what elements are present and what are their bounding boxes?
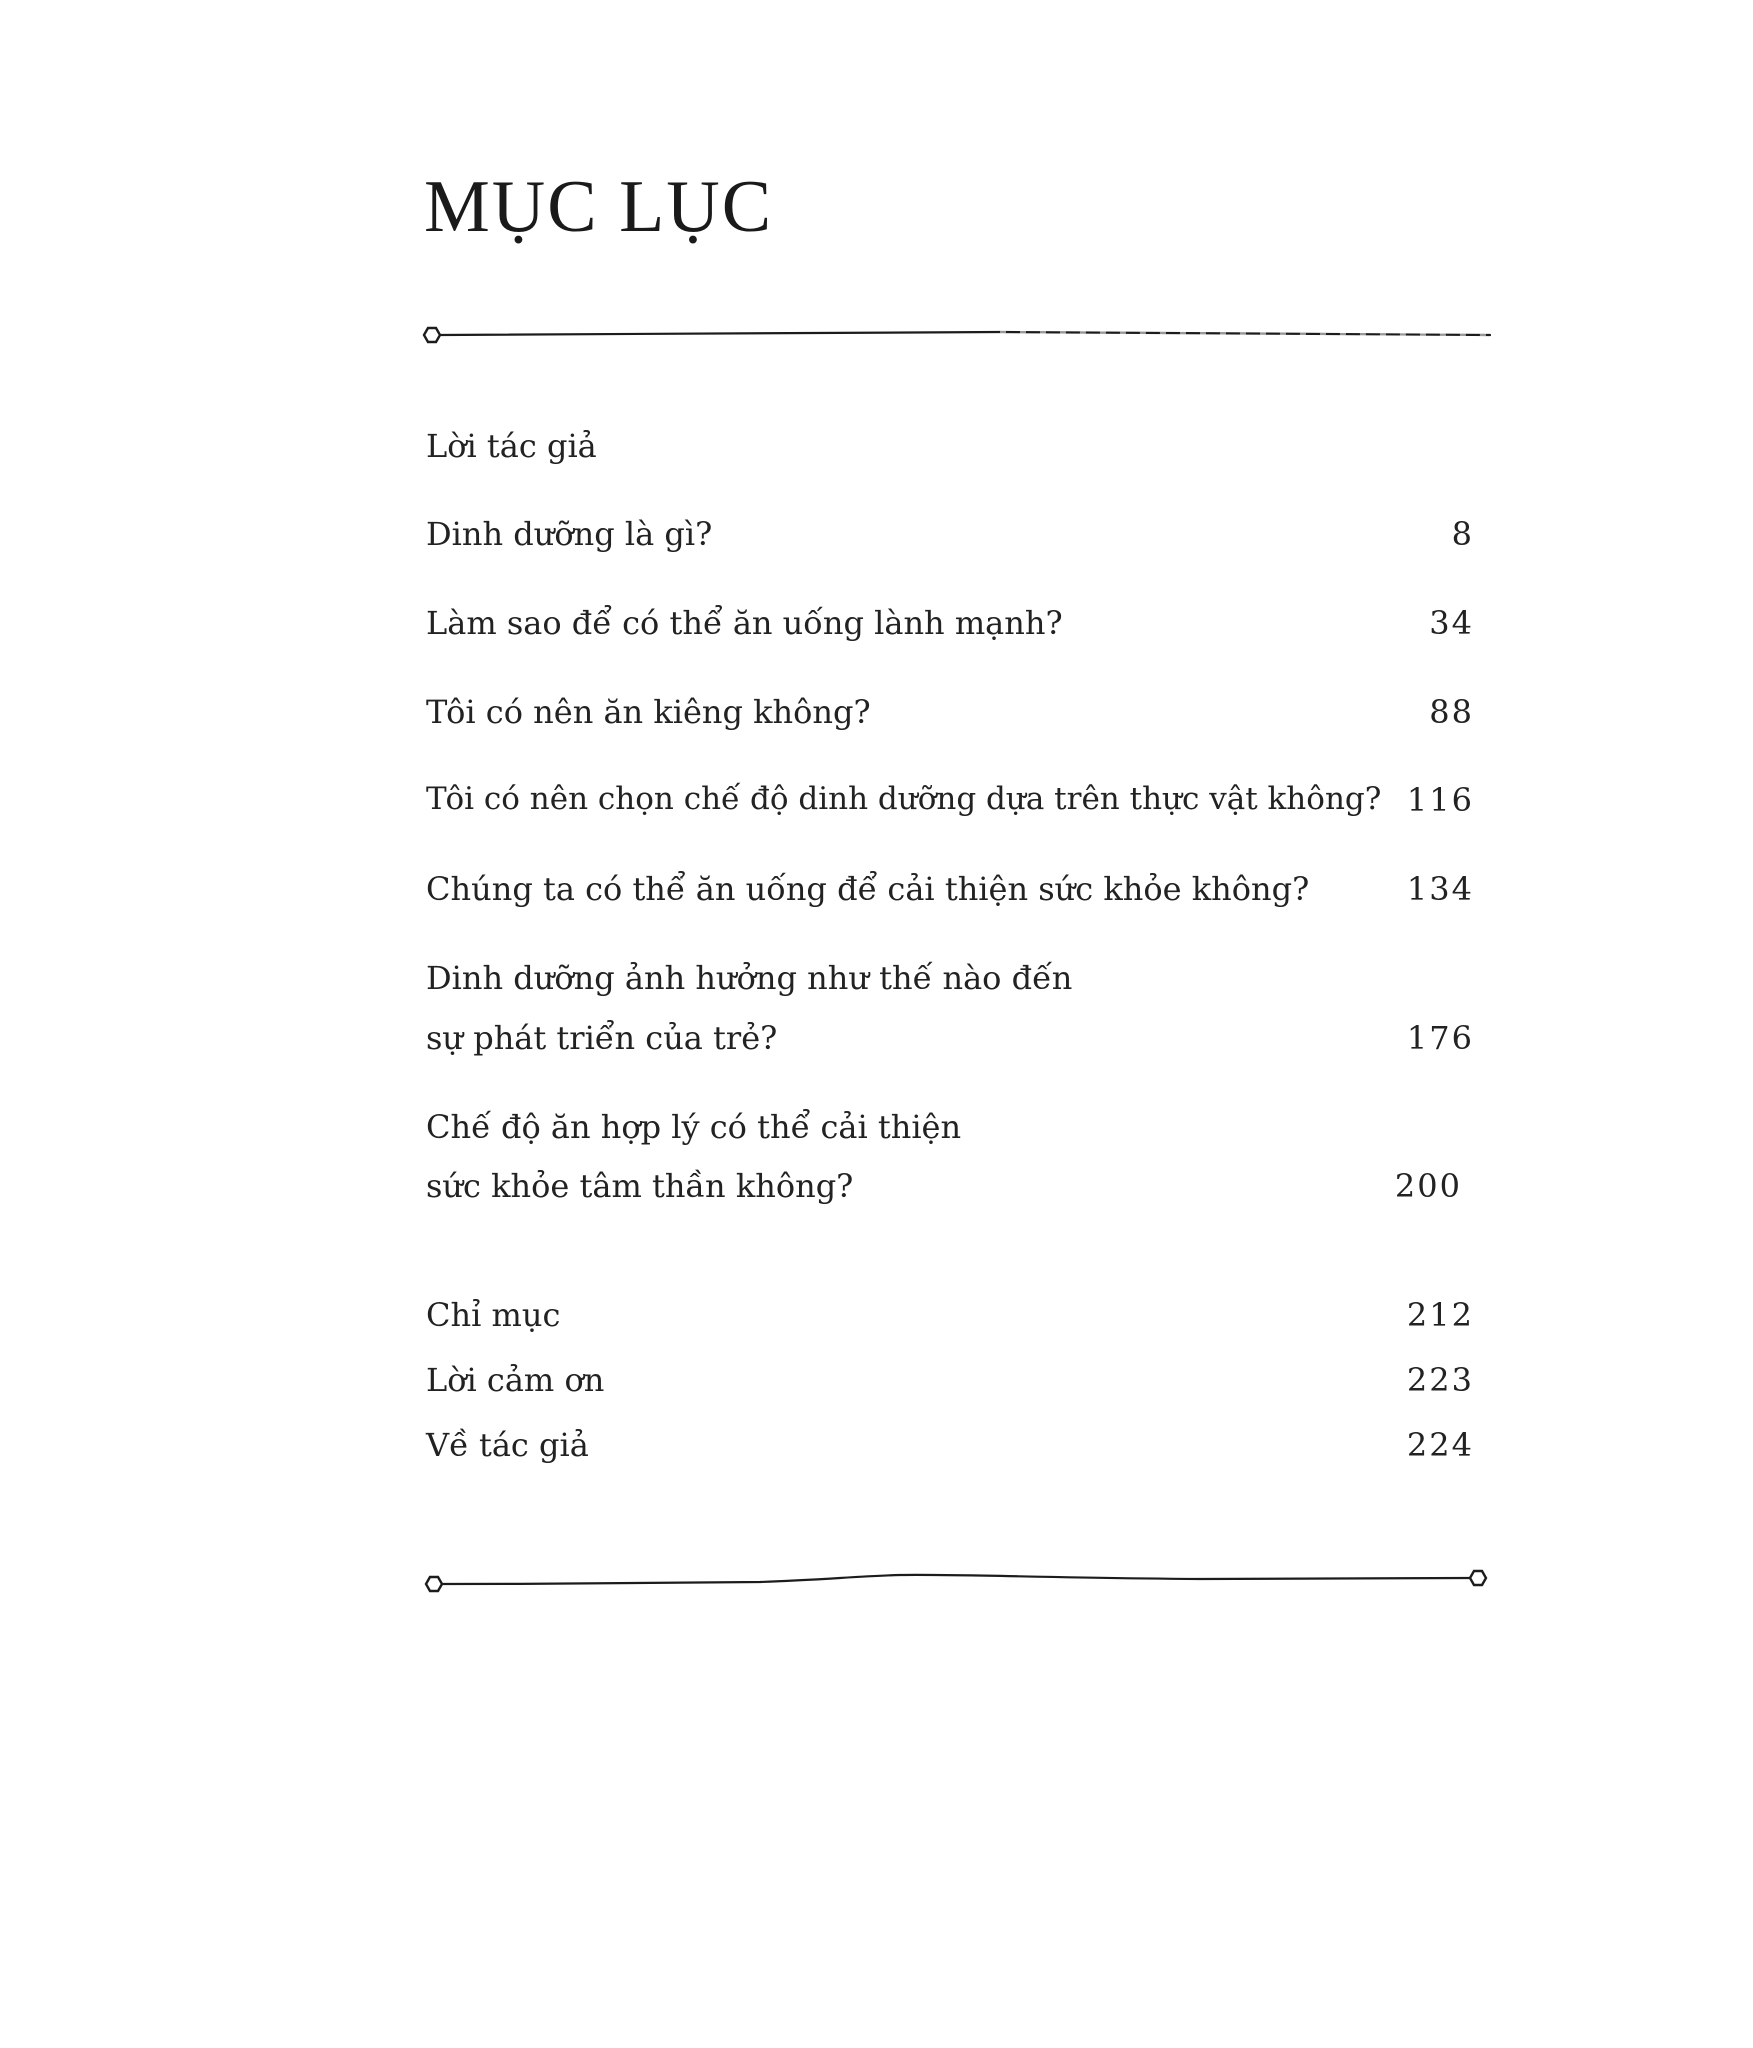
toc-entry-page-number: 223 bbox=[1406, 1361, 1474, 1399]
toc-entry-child-development-line1[interactable]: Dinh dưỡng ảnh hưởng như thế nào đến bbox=[426, 959, 1073, 997]
toc-entry-healthy-eating[interactable]: Làm sao để có thể ăn uống lành mạnh? bbox=[426, 604, 1063, 642]
page-title: MỤC LỤC bbox=[424, 166, 774, 248]
toc-entry-page-number: 134 bbox=[1406, 870, 1474, 908]
toc-entry-dieting[interactable]: Tôi có nên ăn kiêng không? bbox=[426, 693, 871, 731]
ornament-left-bottom-icon bbox=[426, 1577, 442, 1591]
toc-entry-acknowledgements[interactable]: Lời cảm ơn bbox=[426, 1361, 605, 1399]
top-divider bbox=[424, 328, 1490, 342]
toc-entry-author-preface[interactable]: Lời tác giả bbox=[426, 427, 597, 465]
toc-entry-page-number: 88 bbox=[1429, 693, 1474, 731]
ornament-left-top-icon bbox=[424, 328, 440, 342]
toc-entry-index[interactable]: Chỉ mục bbox=[426, 1296, 561, 1334]
toc-entry-page-number: 176 bbox=[1406, 1019, 1474, 1057]
toc-entry-page-number: 8 bbox=[1451, 515, 1474, 553]
toc-entry-page-number: 212 bbox=[1406, 1296, 1474, 1334]
toc-entry-about-author[interactable]: Về tác giả bbox=[426, 1426, 589, 1464]
toc-entry-plant-based[interactable]: Tôi có nên chọn chế độ dinh dưỡng dựa trên thực vật không? bbox=[426, 781, 1382, 817]
toc-entry-mental-health-line1[interactable]: Chế độ ăn hợp lý có thể cải thiện bbox=[426, 1108, 962, 1146]
toc-entry-page-number: 116 bbox=[1406, 781, 1474, 819]
toc-entry-mental-health-line2[interactable]: sức khỏe tâm thần không? bbox=[426, 1167, 854, 1205]
ornament-right-bottom-icon bbox=[1470, 1571, 1486, 1585]
toc-entry-child-development-line2[interactable]: sự phát triển của trẻ? bbox=[426, 1019, 778, 1057]
toc-entry-what-is-nutrition[interactable]: Dinh dưỡng là gì? bbox=[426, 515, 713, 553]
toc-entry-page-number: 34 bbox=[1429, 604, 1474, 642]
toc-entry-eat-for-health[interactable]: Chúng ta có thể ăn uống để cải thiện sức khỏe không? bbox=[426, 870, 1310, 908]
bottom-divider bbox=[426, 1571, 1486, 1591]
toc-entry-page-number: 224 bbox=[1406, 1426, 1474, 1464]
toc-entry-page-number: 200 bbox=[1394, 1167, 1462, 1205]
